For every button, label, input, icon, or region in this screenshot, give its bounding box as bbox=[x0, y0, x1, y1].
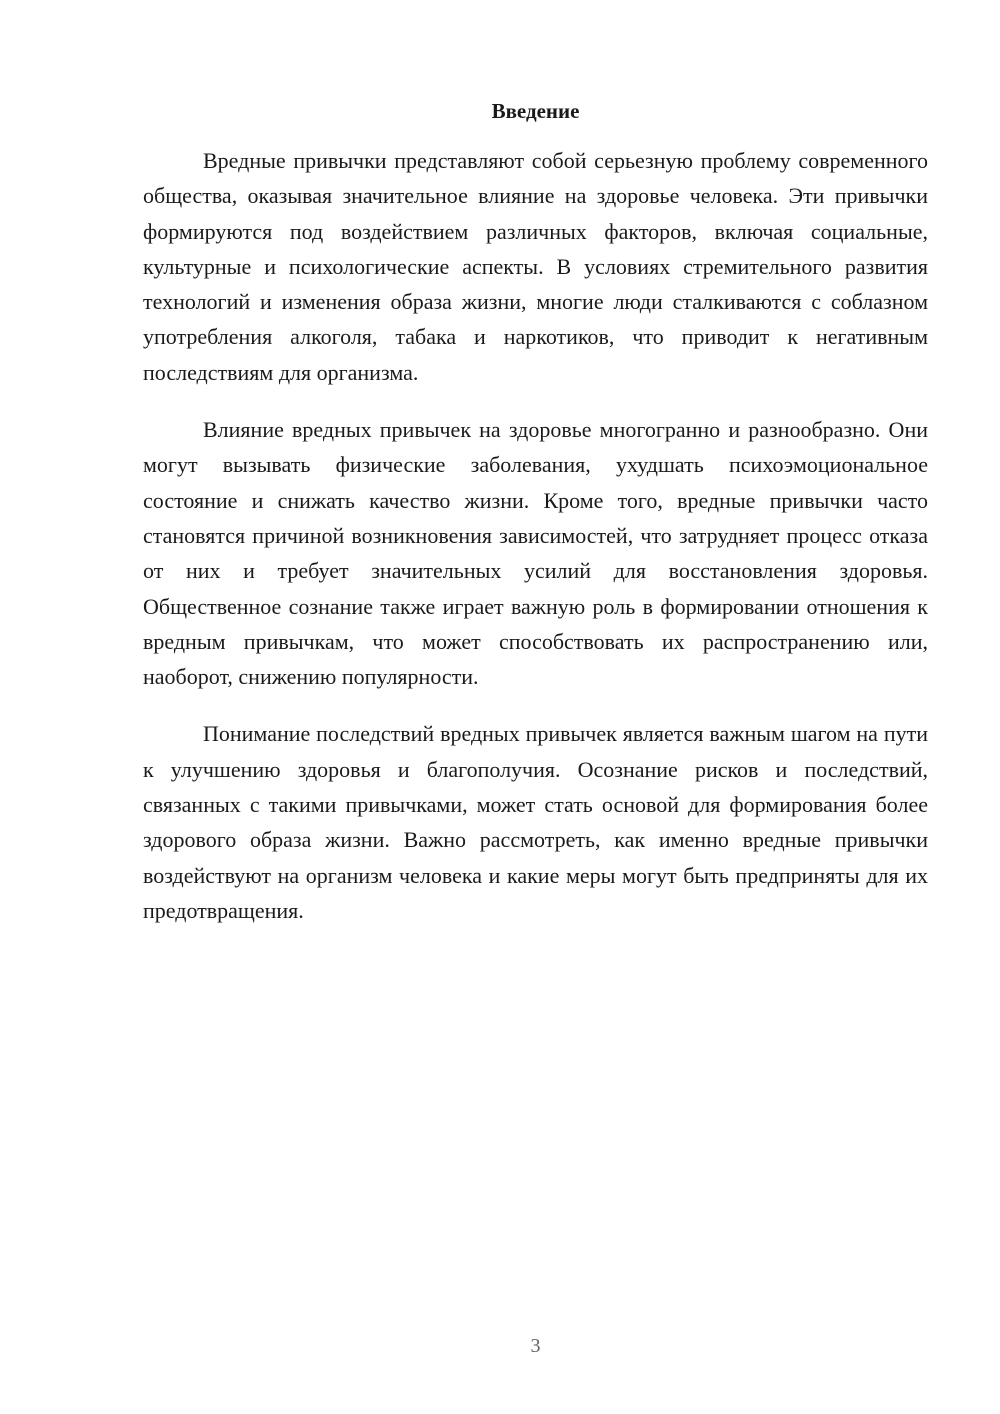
paragraph-2: Влияние вредных привычек на здоровье многогранно и разнообразно. Они могут вызывать физические заболевания, ухудшать психоэмоциональное состояние и снижать качество жизни. Кроме того, вредные привычки часто становятся причиной возникновения зависимостей, что затрудняет процесс отказа от них и требует значительных усилий для восстановления здоровья. Общественное сознание также играет важную роль в формировании отношения к вредным привычкам, что может способствовать их распространению или, наоборот, снижению популярности. bbox=[143, 417, 928, 690]
page-title: Введение bbox=[491, 99, 580, 123]
body-text bbox=[143, 143, 928, 950]
paragraph-3: Понимание последствий вредных привычек является важным шагом на пути к улучшению здоровья и благополучия. Осознание рисков и последствий, связанных с такими привычками, может стать основой для формирования более здорового образа жизни. Важно рассмотреть, как именно вредные привычки воздействуют на организм человека и какие меры могут быть предприняты для их предотвращения. bbox=[143, 721, 928, 923]
page-number: 3 bbox=[530, 1335, 541, 1357]
paragraph-1: Вредные привычки представляют собой серьезную проблему современного общества, оказывая значительное влияние на здоровье человека. Эти привычки формируются под воздействием различных факторов, включая социальные, культурные и психологические аспекты. В условиях стремительного развития технологий и изменения образа жизни, многие люди сталкиваются с соблазном употребления алкоголя, табака и наркотиков, что приводит к негативным последствиям для организма. bbox=[143, 148, 928, 385]
